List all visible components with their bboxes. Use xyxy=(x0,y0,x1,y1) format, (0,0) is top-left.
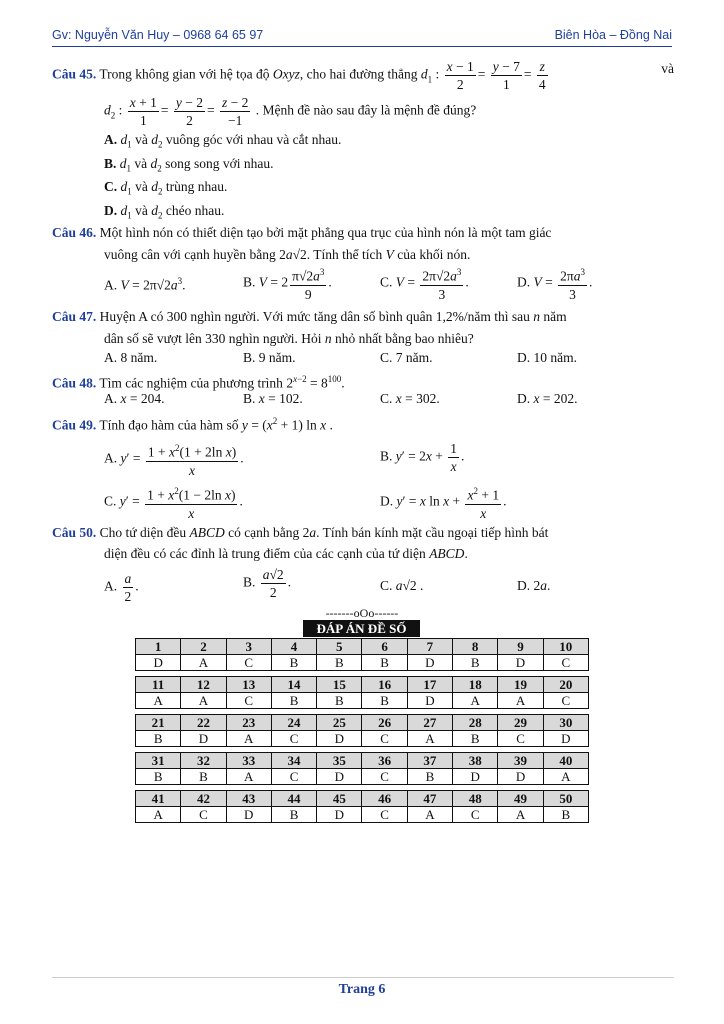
option-47c: C. 7 năm. xyxy=(380,350,433,365)
option-49a: A. y′ = $\frac{1 + x^2(1 + 2\ln x)}{x}$ . xyxy=(104,440,244,479)
answer-table-1: 1 2 3 4 5 6 7 8 9 10 D A C B B B D B D C xyxy=(135,638,589,671)
question-48: Câu 48. Tìm các nghiệm của phương trình $2^{x-2} = 8^{100}$. xyxy=(52,374,345,391)
answer-table-4: 31 32 33 34 35 36 37 38 39 40 B B A C D C B D D A xyxy=(135,752,589,785)
option-46d: D. V = $\frac{2\pi a^3}{3}$ . xyxy=(517,264,592,303)
option-45c: C. $d_1$ và $d_2$ trùng nhau. xyxy=(104,179,228,197)
option-50a: A. $\frac{a}{2}$ . xyxy=(104,571,139,604)
question-50: Câu 50. Cho tứ diện đều ABCD có cạnh bằng 2a. Tính bán kính mặt cầu ngoại tiếp hình bát xyxy=(52,525,549,540)
option-46c: C. V = $\frac{2\pi√2a^3}{3}$ . xyxy=(380,264,469,303)
question-47-line2: dân số sẽ vượt lên 330 nghìn người. Hỏi n nhỏ nhất bằng bao nhiêu? xyxy=(104,331,474,346)
option-49b: B. y′ = 2x + $\frac{1}{x}$ . xyxy=(380,441,465,474)
option-45d: D. $d_1$ và $d_2$ chéo nhau. xyxy=(104,203,225,221)
question-50-line2: diện đều có các đỉnh là trung điểm của các cạnh của tứ diện ABCD. xyxy=(104,546,468,561)
page-number: Trang 6 xyxy=(338,982,386,997)
question-45: Câu 45. Trong không gian với hệ tọa độ Oxyz, cho hai đường thẳng $d_1$ : $\frac{x - 1}{2}$ = $\frac{y - 7}{1}$ = $\frac{z}{4}$ và xyxy=(52,59,674,92)
header-location: Biên Hòa – Đồng Nai xyxy=(554,28,672,42)
option-47a: A. 8 năm. xyxy=(104,350,158,365)
answer-key-title: ĐÁP ÁN ĐỀ SỐ xyxy=(303,620,420,637)
option-49c: C. y′ = $\frac{1 + x^2(1 - 2\ln x)}{x}$ . xyxy=(104,483,243,522)
answer-table-2: 11 12 13 14 15 16 17 18 19 20 A A C B B B D A A C xyxy=(135,676,589,709)
question-46: Câu 46. Một hình nón có thiết diện tạo bởi mặt phẳng qua trục của hình nón là một tam giác xyxy=(52,225,552,240)
option-48c: C. x = 302. xyxy=(380,391,440,406)
question-49: Câu 49. Tính đạo hàm của hàm số $y = (x^2 + 1)$ ln x . xyxy=(52,416,333,433)
answer-table-5: 41 42 43 44 45 46 47 48 49 50 A C D B D C A C A B xyxy=(135,790,589,823)
option-50b: B. $\frac{a√2}{2}$ . xyxy=(243,567,292,600)
option-48a: A. x = 204. xyxy=(104,391,165,406)
option-45a: A. $d_1$ và $d_2$ vuông góc với nhau và cắt nhau. xyxy=(104,132,342,150)
question-45-line2: $d_2$ : $\frac{x + 1}{1}$ = $\frac{y - 2}{2}$ = $\frac{z - 2}{-1}$ . Mệnh đề nào sau đây là mệnh đề đúng? xyxy=(104,95,477,128)
option-49d: D. y′ = x ln x + $\frac{x^2 + 1}{x}$ . xyxy=(380,483,506,522)
question-46-line2: vuông cân với cạnh huyền bằng 2a√2. Tính thể tích V của khối nón. xyxy=(104,247,471,262)
page-header xyxy=(52,28,672,47)
option-45b: B. $d_1$ và $d_2$ song song với nhau. xyxy=(104,156,274,174)
option-46b: B. V = 2 $\frac{\pi√2a^3}{9}$ . xyxy=(243,264,332,303)
answer-table-3: 21 22 23 24 25 26 27 28 29 30 B D A C D C A B C D xyxy=(135,714,589,747)
option-47d: D. 10 năm. xyxy=(517,350,577,365)
separator: -------oOo------ xyxy=(325,606,399,620)
option-50d: D. 2a. xyxy=(517,578,551,593)
option-47b: B. 9 năm. xyxy=(243,350,296,365)
question-number: Câu 45. xyxy=(52,66,97,82)
option-48d: D. x = 202. xyxy=(517,391,578,406)
option-50c: C. a√2 . xyxy=(380,578,424,593)
option-48b: B. x = 102. xyxy=(243,391,303,406)
question-47: Câu 47. Huyện A có 300 nghìn người. Với mức tăng dân số bình quân 1,2%/năm thì sau n năm xyxy=(52,309,567,324)
footer-divider xyxy=(52,977,674,978)
option-46a: A. $V = 2\pi√2a^3$. xyxy=(104,276,186,293)
question-number: Câu 46. xyxy=(52,225,97,240)
header-author: Gv: Nguyễn Văn Huy – 0968 64 65 97 xyxy=(52,28,264,42)
